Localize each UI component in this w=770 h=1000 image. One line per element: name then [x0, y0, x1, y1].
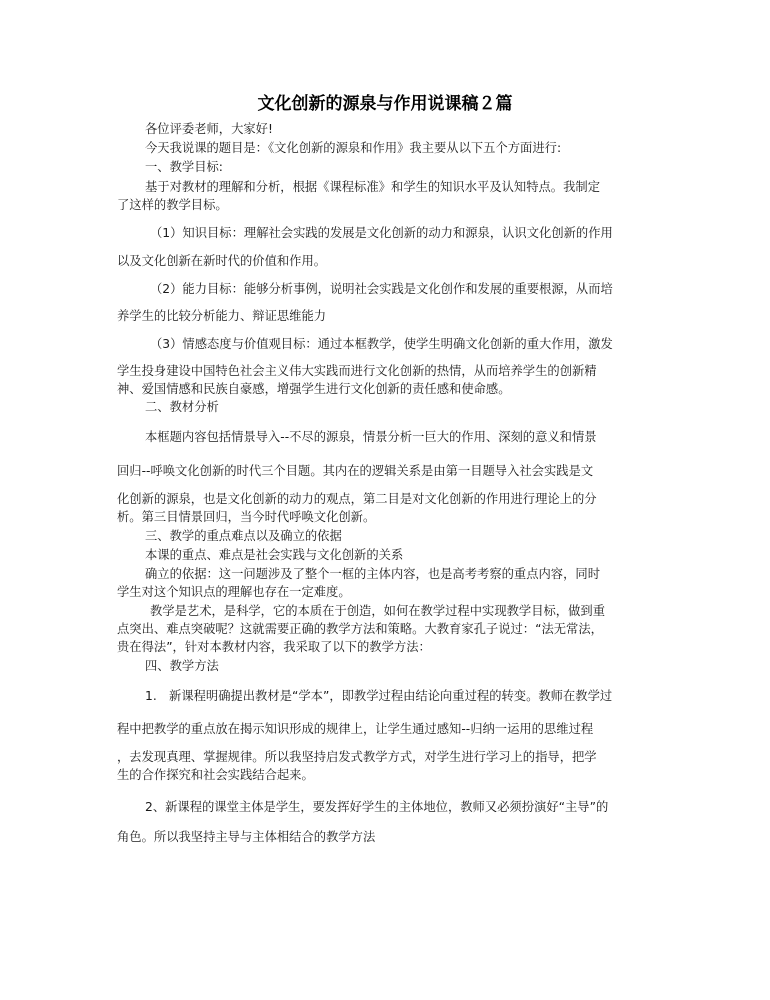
section-heading: 三、教学的重点难点以及确立的依据: [145, 529, 342, 543]
text-line: 确立的依据：这一问题涉及了整个一框的主体内容，也是高考考察的重点内容，同时: [145, 567, 600, 581]
text-line: 了这样的教学目标。: [117, 198, 228, 212]
text-line: 今天我说课的题目是：《文化创新的源泉和作用》我主要从以下五个方面进行:: [145, 141, 562, 155]
text-line: 以及文化创新在新时代的价值和作用。: [117, 254, 327, 268]
text-line: 学生对这个知识点的理解也存在一定难度。: [117, 585, 351, 599]
text-line: 化创新的源泉，也是文化创新的动力的观点，第二目是对文化创新的作用进行理论上的分: [117, 492, 597, 506]
text-line: （1）知识目标：理解社会实践的发展是文化创新的动力和源泉，认识文化创新的作用: [150, 226, 613, 240]
text-line: 生的合作探究和社会实践结合起来。: [117, 768, 314, 782]
text-line: 点突出、难点突破呢？这就需要正确的教学方法和策略。大教育家孔子说过：“法无常法，: [117, 622, 603, 636]
text-line: 1. 新课程明确提出教材是“学本”，即教学过程由结论向重过程的转变。教师在教学过: [145, 689, 613, 703]
text-line: （2）能力目标：能够分析事例，说明社会实践是文化创作和发展的重要根源，从而培: [150, 282, 613, 296]
text-line: 2、新课程的课堂主体是学生，要发挥好学生的主体地位，教师又必须扮演好“主导”的: [145, 800, 609, 814]
text-line: ，去发现真理、掌握规律。所以我坚持启发式教学方式，对学生进行学习上的指导，把学: [117, 750, 597, 764]
text-line: 析。第三目情景回归，当今时代呼唤文化创新。: [117, 510, 376, 524]
text-line: 各位评委老师，大家好!: [145, 122, 273, 136]
text-line: 贵在得法”，针对本教材内容，我采取了以下的教学方法：: [117, 640, 431, 654]
text-line: 基于对教材的理解和分析，根据《课程标准》和学生的知识水平及认知特点。我制定: [145, 180, 600, 194]
text-line: 角色。所以我坚持主导与主体相结合的教学方法: [117, 830, 376, 844]
text-line: 本框题内容包括情景导入--不尽的源泉，情景分析一巨大的作用、深刻的意义和情景: [145, 430, 597, 444]
text-line: 回归--呼唤文化创新的时代三个目题。其内在的逻辑关系是由第一目题导入社会实践是文: [117, 464, 594, 478]
text-line: 学生投身建设中国特色社会主义伟大实践而进行文化创新的热情，从而培养学生的创新精: [117, 364, 597, 378]
text-line: （3）情感态度与价值观目标：通过本框教学，使学生明确文化创新的重大作用，激发: [150, 337, 613, 351]
text-line: 养学生的比较分析能力、辩证思维能力: [117, 309, 327, 323]
text-line: 程中把教学的重点放在揭示知识形成的规律上，让学生通过感知--归纳一运用的思维过程: [117, 722, 594, 736]
section-heading: 二、教材分析: [145, 400, 219, 414]
text-line: 本课的重点、难点是社会实践与文化创新的关系: [145, 548, 404, 562]
text-line: 教学是艺术，是科学，它的本质在于创造，如何在教学过程中实现教学目标，做到重: [150, 604, 605, 618]
document-title: 文化创新的源泉与作用说课稿２篇: [257, 94, 513, 114]
section-heading: 一、教学目标:: [145, 160, 223, 174]
section-heading: 四、教学方法: [145, 659, 219, 673]
text-line: 神、爱国情感和民族自豪感，增强学生进行文化创新的责任感和使命感。: [117, 382, 511, 396]
